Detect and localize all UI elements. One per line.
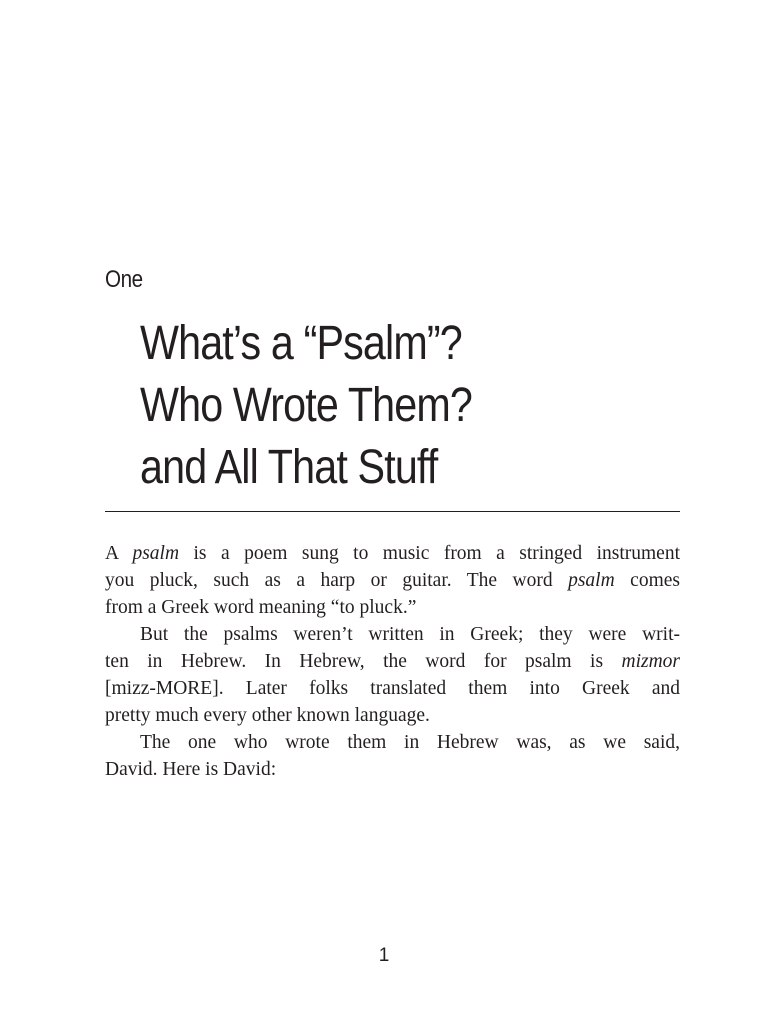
chapter-title-line: What’s a “Psalm”? [140, 317, 462, 370]
text-span: ten in Hebrew. In Hebrew, the word for psalm is [105, 651, 622, 672]
italic-term: psalm [132, 543, 180, 564]
text-line [105, 540, 680, 567]
paragraph [105, 729, 680, 783]
chapter-title-line: Who Wrote Them? [140, 379, 473, 432]
text-span: you pluck, such as a harp or guitar. The word [105, 570, 569, 591]
text-span: is a poem sung to music from a stringed instrument [179, 543, 680, 564]
text-line: David. Here is David: [105, 759, 277, 780]
body-text [105, 540, 680, 783]
paragraph [105, 540, 680, 621]
page-number: 1 [378, 945, 390, 966]
text-line: pretty much every other known language. [105, 705, 430, 726]
text-span: A [105, 543, 133, 564]
italic-term: mizmor [621, 651, 680, 672]
chapter-number: One [105, 266, 143, 293]
chapter-title-line: and All That Stuff [140, 441, 438, 494]
text-line [105, 648, 680, 675]
italic-term: psalm [568, 570, 615, 591]
text-line [105, 567, 680, 594]
text-line: The one who wrote them in Hebrew was, as we said, [140, 732, 680, 753]
chapter-title [140, 313, 472, 499]
text-span: comes [614, 570, 680, 591]
text-line: But the psalms weren’t written in Greek; they were writ- [140, 624, 680, 645]
text-line: from a Greek word meaning “to pluck.” [105, 597, 417, 618]
paragraph [105, 621, 680, 729]
text-line: [mizz-MORE]. Later folks translated them into Greek and [105, 678, 680, 699]
title-divider [105, 511, 680, 512]
